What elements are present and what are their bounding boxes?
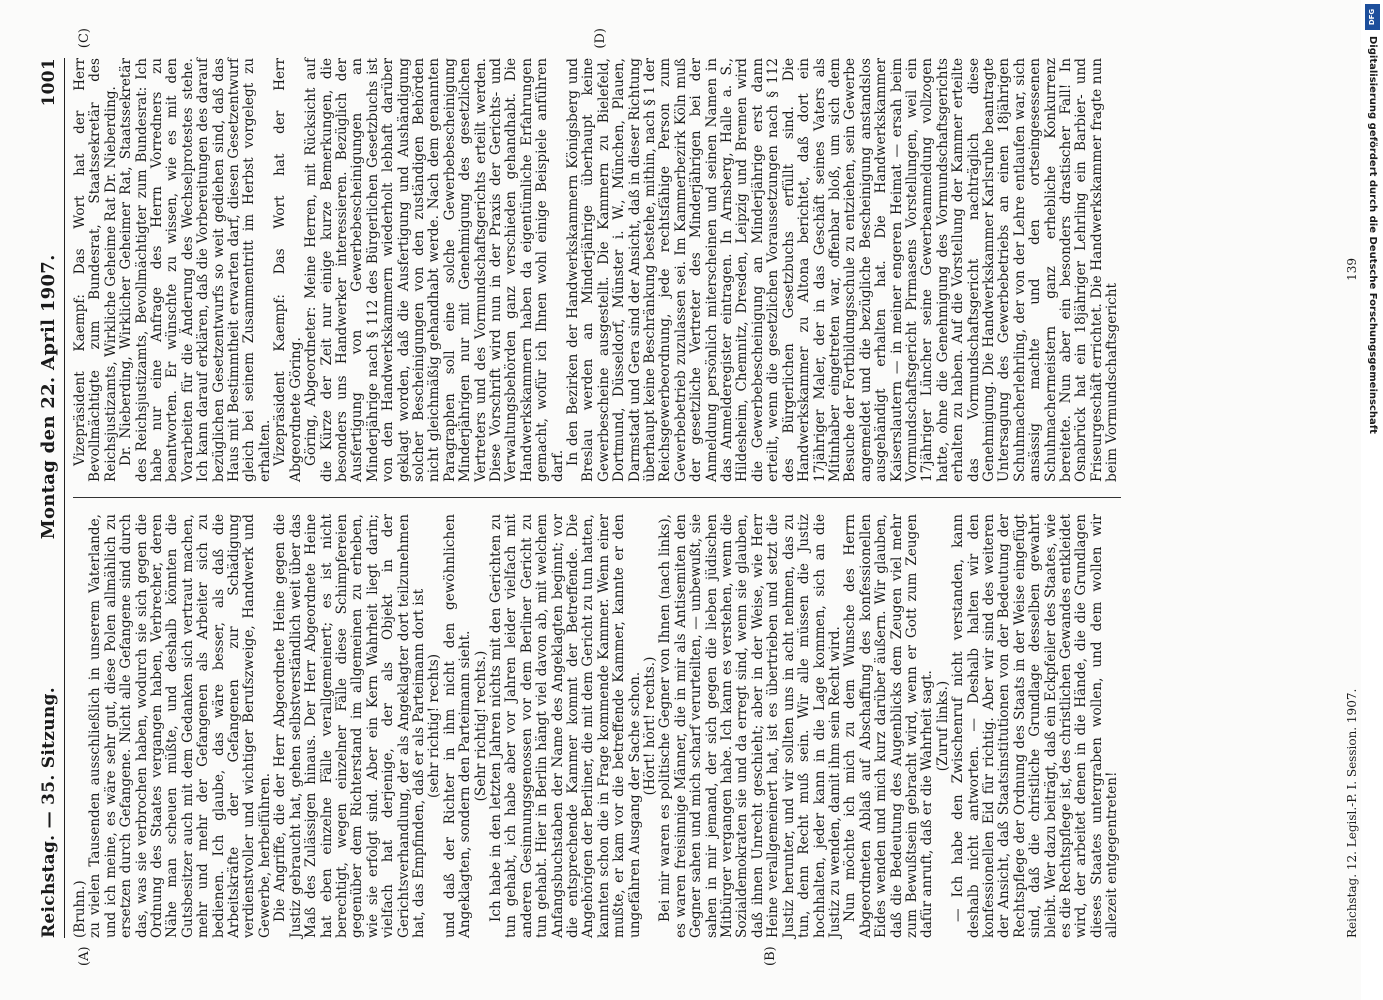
header-left: Reichstag. — 35. Sitzung. [39,687,59,938]
column-divider [73,497,1121,498]
paragraph: zu vielen Tausenden ausschließlich in unserem Vaterlande, und ich meine, es wäre sehr gut, diese Polen allmählich zu ersetzen durch Gefangene. Nicht alle Gefangene sind durch das, was sie verbrochen haben, wodurch sie sich gegen die Ordnung des Staates vergangen haben, Verbrecher, deren Nähe man scheuen müßte, und deshalb könnten die Gutsbesitzer auch mit dem Gedanken sich vertraut machen, mehr und mehr der Gefangenen als Arbeiter sich zu bedienen. Ich glaube, das wäre besser, als daß die Arbeitskräfte der Gefangenen zur Schädigung verdienstvoller und wichtiger Berufszweige, Handwerk und Gewerbe, herbeiführen. [87,514,273,938]
margin-marker-a: (A) [77,946,92,966]
paragraph: Ich habe in den letzten Jahren nichts mit den Gerichten zu tun gehabt, ich habe aber vor Jahren leider vielfach mit anderen Gesinnungsgenossen vor dem Berliner Gericht zu tun gehabt. Hier in Berlin hängt viel davon ab, mit welchem Anfangsbuchstaben der Name des Angeklagten beginnt; vor die entsprechende Kammer kommt der Betreffende. Die Angehörigen der Berliner, die mit dem Gericht zu tun hatten, kannten schon die in Frage kommende Kammer. Wenn einer mußte, er kam vor die betreffende Kammer, kannte er den ungefähren Ausgang der Sache schon. [487,514,643,938]
paragraph: Nun möchte ich mich zu dem Wunsche des Herrn Abgeordneten Ablaß auf Abschaffung des konfessionellen Eides wenden und mich kurz darüber äußern. Wir glauben, daß die Bedeutung des Augenblicks dem Zeugen viel mehr zum Bewußtsein gebracht wird, wenn er Gott zum Zeugen dafür anruft, daß er die Wahrheit sagt. [842,514,936,938]
paragraph: Göring, Abgeordneter: Meine Herren, mit Rücksicht auf die Kürze der Zeit nur einige kurze Bemerkungen, die besonders uns Handwerker interessieren. Bezüglich der Ausfertigung von Gewerbebescheinigungen an Minderjährige nach § 112 des Bürgerlichen Gesetzbuchs ist von den Handwerkskammern wiederholt lebhaft darüber geklagt worden, daß die Ausfertigung und Aushändigung solcher Bescheinigungen von den zuständigen Behörden nicht gleichmäßig gehandhabt werde. Nach dem genannten Paragraphen soll eine solche Gewerbebescheinigung Minderjährigen nur mit Genehmigung des gesetzlichen Vertreters und des Vormundschaftsgerichts erteilt werden. Diese Vorschrift wird nun in der Praxis der Gerichts- und Verwaltungsbehörden ganz verschieden gehandhabt. Die Handwerkskammern haben da eigentümliche Erfahrungen gemacht, wofür ich Ihnen wohl einige Beispiele anführen darf. [303,58,566,482]
margin-marker-c: (C) [77,28,92,49]
digitization-sidebar [1361,0,1383,1000]
paragraph: — Ich habe den Zwischenruf nicht verstanden, kann deshalb nicht antworten. — Deshalb halten wir den konfessionellen Eid für richtig. Aber wir sind des weiteren der Ansicht, daß Staatsinstitutionen von der Bedeutung der Rechtspflege der Ordnung des Staats in der Weise eingefügt sind, daß die christliche Grundlage desselben gewahrt bleibt. Wer dazu beiträgt, daß ein Eckpfeiler des Staates, wie es die Rechtspflege ist, des christlichen Gewandes entkleidet wird, der arbeitet denen in die Hände, die die Grundlagen dieses Staates untergraben wollen, und dem wollen wir allezeit entgegentreten! [950,514,1121,938]
paragraph: Die Angriffe, die der Herr Abgeordnete Heine gegen die Justiz gebraucht hat, gehen selbstverständlich weit über das Maß des Zulässigen hinaus. Der Herr Abgeordnete Heine hat eben einzelne Fälle verallgemeinert; es ist nicht berechtigt, wegen einzelner Fälle diese Schimpfereien gegenüber dem Richterstand im allgemeinen zu erheben, wie sie erfolgt sind. Aber ein Kern Wahrheit liegt darin; vielfach hat derjenige, der als Objekt in der Gerichtsverhandlung, der als Angeklagter dort teilzunehmen hat, das Empfinden, daß er als Parteimann dort ist [272,514,427,938]
credit-text: Digitalisierung gefördert durch die Deutsche Forschungsgemeinschaft [1367,36,1378,434]
left-column [73,514,1121,938]
paragraph: Dr. Nieberding, Wirklicher Geheimer Rat, Staatssekretär des Reichsjustizamts, Bevollmächtigter zum Bundesrat: Ich habe nur eine Anfrage des Herrn Vorredners zu beantworten. Er wünschte zu wissen, wie es mit den Vorarbeiten für die Änderung des Wechselprotestes stehe. Ich kann darauf erklären, daß die Vorbereitungen des darauf bezüglichen Gesetzentwurfs so weit gediehen sind, daß das Haus mit Bestimmtheit erwarten darf, diesen Gesetzentwurf gleich bei seinem Zusammentritt im Herbst vorgelegt zu erhalten. [118,58,273,482]
text-columns [72,28,1121,966]
footer-imprint: Reichstag. 12. Legisl.-P. I. Session. 1907. [1345,688,1359,938]
page-footer [1345,58,1359,938]
paragraph: (Sehr richtig! rechts.) [472,650,489,802]
margin-marker-d: (D) [593,28,608,49]
paragraph: (Hört! hört! rechts.) [642,656,659,796]
paragraph: (sehr richtig! rechts) [426,653,443,799]
paragraph: Vizepräsident Kaempf: Das Wort hat der Herr Abgeordnete Göring. [272,58,304,482]
footer-sheet-number: 139 [1345,258,1359,281]
page-number: 1001 [39,58,59,107]
right-column [73,58,1121,482]
paragraph: Vizepräsident Kaempf: Das Wort hat der Herr Bevollmächtigte zum Bundesrat, Staatssekretär des Reichsjustizamts, Wirkliche Geheime Rat Dr. Nieberding. [72,58,119,482]
dfg-logo: DFG [1365,4,1380,30]
header-date: Montag den 22. April 1907. [38,254,59,540]
paragraph: In den Bezirken der Handwerkskammern Königsberg und Breslau werden an Minderjährige überhaupt keine Gewerbescheine ausgestellt. Die Kammern zu Bielefeld, Dortmund, Düsseldorf, Münster i. W., München, Plauen, Darmstadt und Gera sind der Ansicht, daß in dieser Richtung überhaupt keine Beschränkung bestehe, mithin, nach § 1 der Reichsgewerbeordnung, jede rechtsfähige Person zum Gewerbebetrieb zuzulassen sei. Im Kammerbezirk Köln muß der gesetzliche Vertreter des Minderjährigen bei der Anmeldung persönlich miterscheinen und seinen Namen in das Anmelderegister eintragen. In Arnsberg, Halle a. S., Hildesheim, Chemnitz, Dresden, Leipzig und Bremen wird die Gewerbebescheinigung an Minderjährige erst dann erteilt, wenn die gesetzlichen Voraussetzungen nach § 112 des Bürgerlichen Gesetzbuchs erfüllt sind. Die Handwerkskammer zu Altona berichtet, daß dort ein 17jähriger Maler, der in das Geschäft seines Vaters als Mitinhaber eingetreten war, offenbar bloß, um sich dem Besuche der Fortbildungsschule zu entziehen, sein Gewerbe angemeldet und die bezügliche Bescheinigung anstandslos ausgehändigt erhalten hat. Die Handwerkskammer Kaiserslautern — in meiner engeren Heimat — ersah beim Vormundschaftsgericht Pirmasens Vorstellungen, weil ein 17jähriger Lüncher seine Gewerbeanmeldung vollzogen hatte, ohne die Genehmigung des Vormundschaftsgerichts erhalten zu haben. Auf die Vorstellung der Kammer erteilte das Vormundschaftsgericht nachträglich diese Genehmigung. Die Handwerkskammer Karlsruhe beantragte Untersagung des Gewerbebetriebs an einen 18jährigen Schuhmacherlehrling, der von der Lehre entlaufen war, sich ansässig machte und den ortseingesessenen Schuhmachermeistern ganz erhebliche Konkurrenz bereitete. Nun aber ein besonders drastischer Fall! In Osnabrück hat ein 18jähriger Lehrling ein Barbier- und Friseurgeschäft errichtet. Die Handwerkskammer fragte nun beim Vormundschaftsgericht [565,57,1121,482]
paragraph: (Bruhn.) [72,880,88,938]
paragraph: (Zuruf links.) [934,680,951,772]
paragraph: und daß der Richter in ihm nicht den gewöhnlichen Angeklagten, sondern den Parteimann sieht. [441,514,474,938]
paragraph: Bei mir waren es politische Gegner von Ihnen (nach links), es waren freisinnige Männer, die in mir als Antisemiten den Gegner sahen und mich scharf verurteilten, — unbewußt, sie sahen in mir jemand, der sich gegen die lieben jüdischen Mitbürger vergangen habe. Ich kann es verstehen, wenn die Sozialdemokraten sie und da erregt sind, wenn sie glauben, daß ihnen Unrecht geschieht; aber in der Weise, wie Herr Heine verallgemeinert hat, ist es übertrieben und setzt die Justiz herunter, und wir sollten uns in acht nehmen, das zu tun, denn Recht muß sein. Wir alle müssen die Justiz hochhalten, jeder kann in die Lage kommen, sich an die Justiz zu wenden, damit ihm sein Recht wird. [657,514,843,938]
digitization-credit [1365,36,1379,736]
page-header [38,58,65,938]
margin-marker-b: (B) [763,946,778,966]
